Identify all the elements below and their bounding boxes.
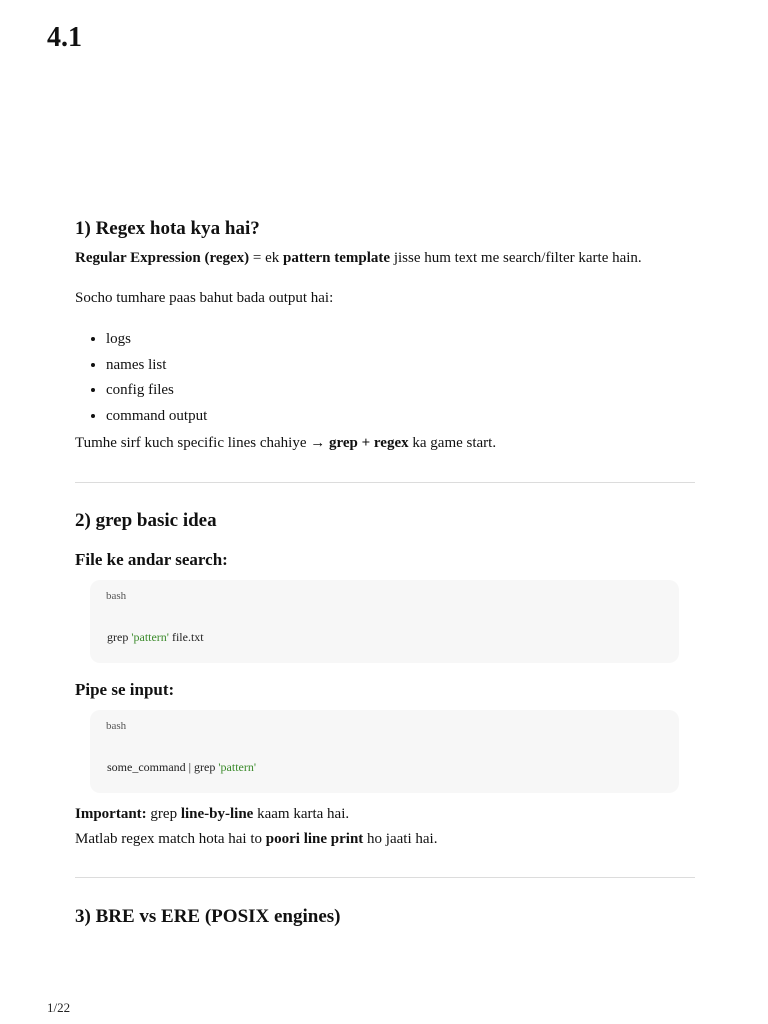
file-search-subheading: File ke andar search: [75, 549, 228, 569]
page-title: 4.1 [47, 22, 82, 53]
list-item: • command output [106, 405, 695, 427]
section-2-heading: 2) grep basic idea [75, 509, 217, 531]
important-label: Important: [75, 805, 147, 822]
section-divider [75, 877, 695, 878]
section-divider [75, 482, 695, 483]
section-1-heading: 1) Regex hota kya hai? [75, 218, 260, 239]
matlab-note: Matlab regex match hota hai to poori line print ho jaati hai. [75, 830, 438, 847]
code-line: some_command | grep 'pattern' [107, 759, 257, 774]
important-note: Important: grep line-by-line kaam karta hai. [75, 805, 350, 822]
page-number: 1/22 [47, 1000, 71, 1015]
output-intro: Socho tumhare paas bahut bada output hai: [75, 290, 334, 306]
code-string: 'pattern' [218, 759, 257, 774]
code-string: 'pattern' [131, 629, 169, 644]
grep-regex-term: grep + regex [328, 434, 409, 451]
output-types-list [75, 328, 695, 427]
regex-term: Regular Expression (regex) [75, 250, 250, 266]
list-item: • config files [106, 379, 695, 401]
line-by-line-term: line-by-line [180, 805, 254, 822]
code-language-label: bash [106, 589, 127, 602]
code-line: grep 'pattern' file.txt [107, 629, 204, 644]
pattern-template-term: pattern template [283, 250, 391, 266]
list-item: • logs [106, 328, 695, 350]
code-block-pipe-input [90, 710, 679, 793]
document-content [75, 214, 695, 932]
regex-definition: Regular Expression (regex) = ek pattern template jisse hum text me search/filter karte hain. [75, 250, 642, 266]
pipe-input-subheading: Pipe se input: [75, 679, 175, 699]
poori-line-print-term: poori line print [265, 830, 364, 847]
section-3-heading: 3) BRE vs ERE (POSIX engines) [75, 905, 341, 927]
list-item: • names list [106, 354, 695, 376]
code-block-file-search [90, 580, 679, 663]
code-language-label: bash [106, 719, 127, 732]
grep-regex-conclusion: Tumhe sirf kuch specific lines chahiye → grep + regex ka game start. [75, 434, 497, 451]
